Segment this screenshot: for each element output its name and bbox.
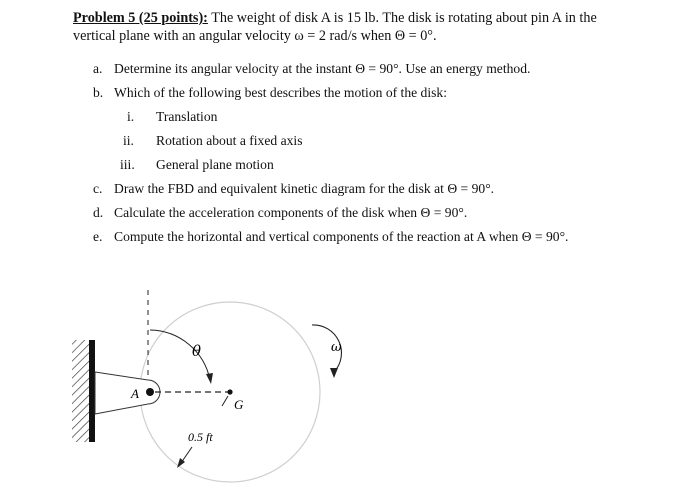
center-label: G — [234, 397, 244, 412]
wall — [89, 340, 95, 442]
part-label: b. — [93, 85, 104, 100]
option-label: i. — [127, 109, 135, 124]
option-text: General plane motion — [156, 157, 274, 172]
part-text: Calculate the acceleration components of the disk when Θ = 90°. — [114, 205, 468, 220]
part-label: c. — [93, 181, 103, 196]
part-text: Determine its angular velocity at the instant Θ = 90°. Use an energy method. — [114, 61, 531, 76]
radius-label: 0.5 ft — [188, 430, 213, 444]
problem-heading: Problem 5 (25 points): — [73, 10, 208, 26]
part-text: Compute the horizontal and vertical components of the reaction at A when Θ = 90°. — [114, 229, 569, 244]
option-text: Rotation about a fixed axis — [156, 133, 303, 148]
option-label: ii. — [123, 133, 134, 148]
center-g — [227, 389, 232, 394]
part-label: a. — [93, 61, 103, 76]
statement-line-1: The weight of disk A is 15 lb. The disk is rotating about pin A in the — [207, 10, 597, 26]
option-text: Translation — [156, 109, 218, 124]
omega-label: ω — [331, 340, 342, 355]
part-label: e. — [93, 229, 103, 244]
statement-line-2: vertical plane with an angular velocity ω = 2 rad/s when Θ = 0°. — [73, 28, 437, 44]
omega-arrowhead — [330, 368, 338, 378]
theta-arrowhead — [206, 373, 213, 384]
part-text: Which of the following best describes the motion of the disk: — [114, 85, 447, 100]
pin-a — [146, 388, 154, 396]
theta-label: θ — [192, 342, 202, 360]
option-label: iii. — [120, 157, 135, 172]
g-leader — [222, 396, 228, 406]
part-text: Draw the FBD and equivalent kinetic diagram for the disk at Θ = 90°. — [114, 181, 495, 196]
part-label: d. — [93, 205, 104, 220]
pin-label: A — [131, 386, 139, 401]
wall-hatching — [72, 340, 90, 442]
